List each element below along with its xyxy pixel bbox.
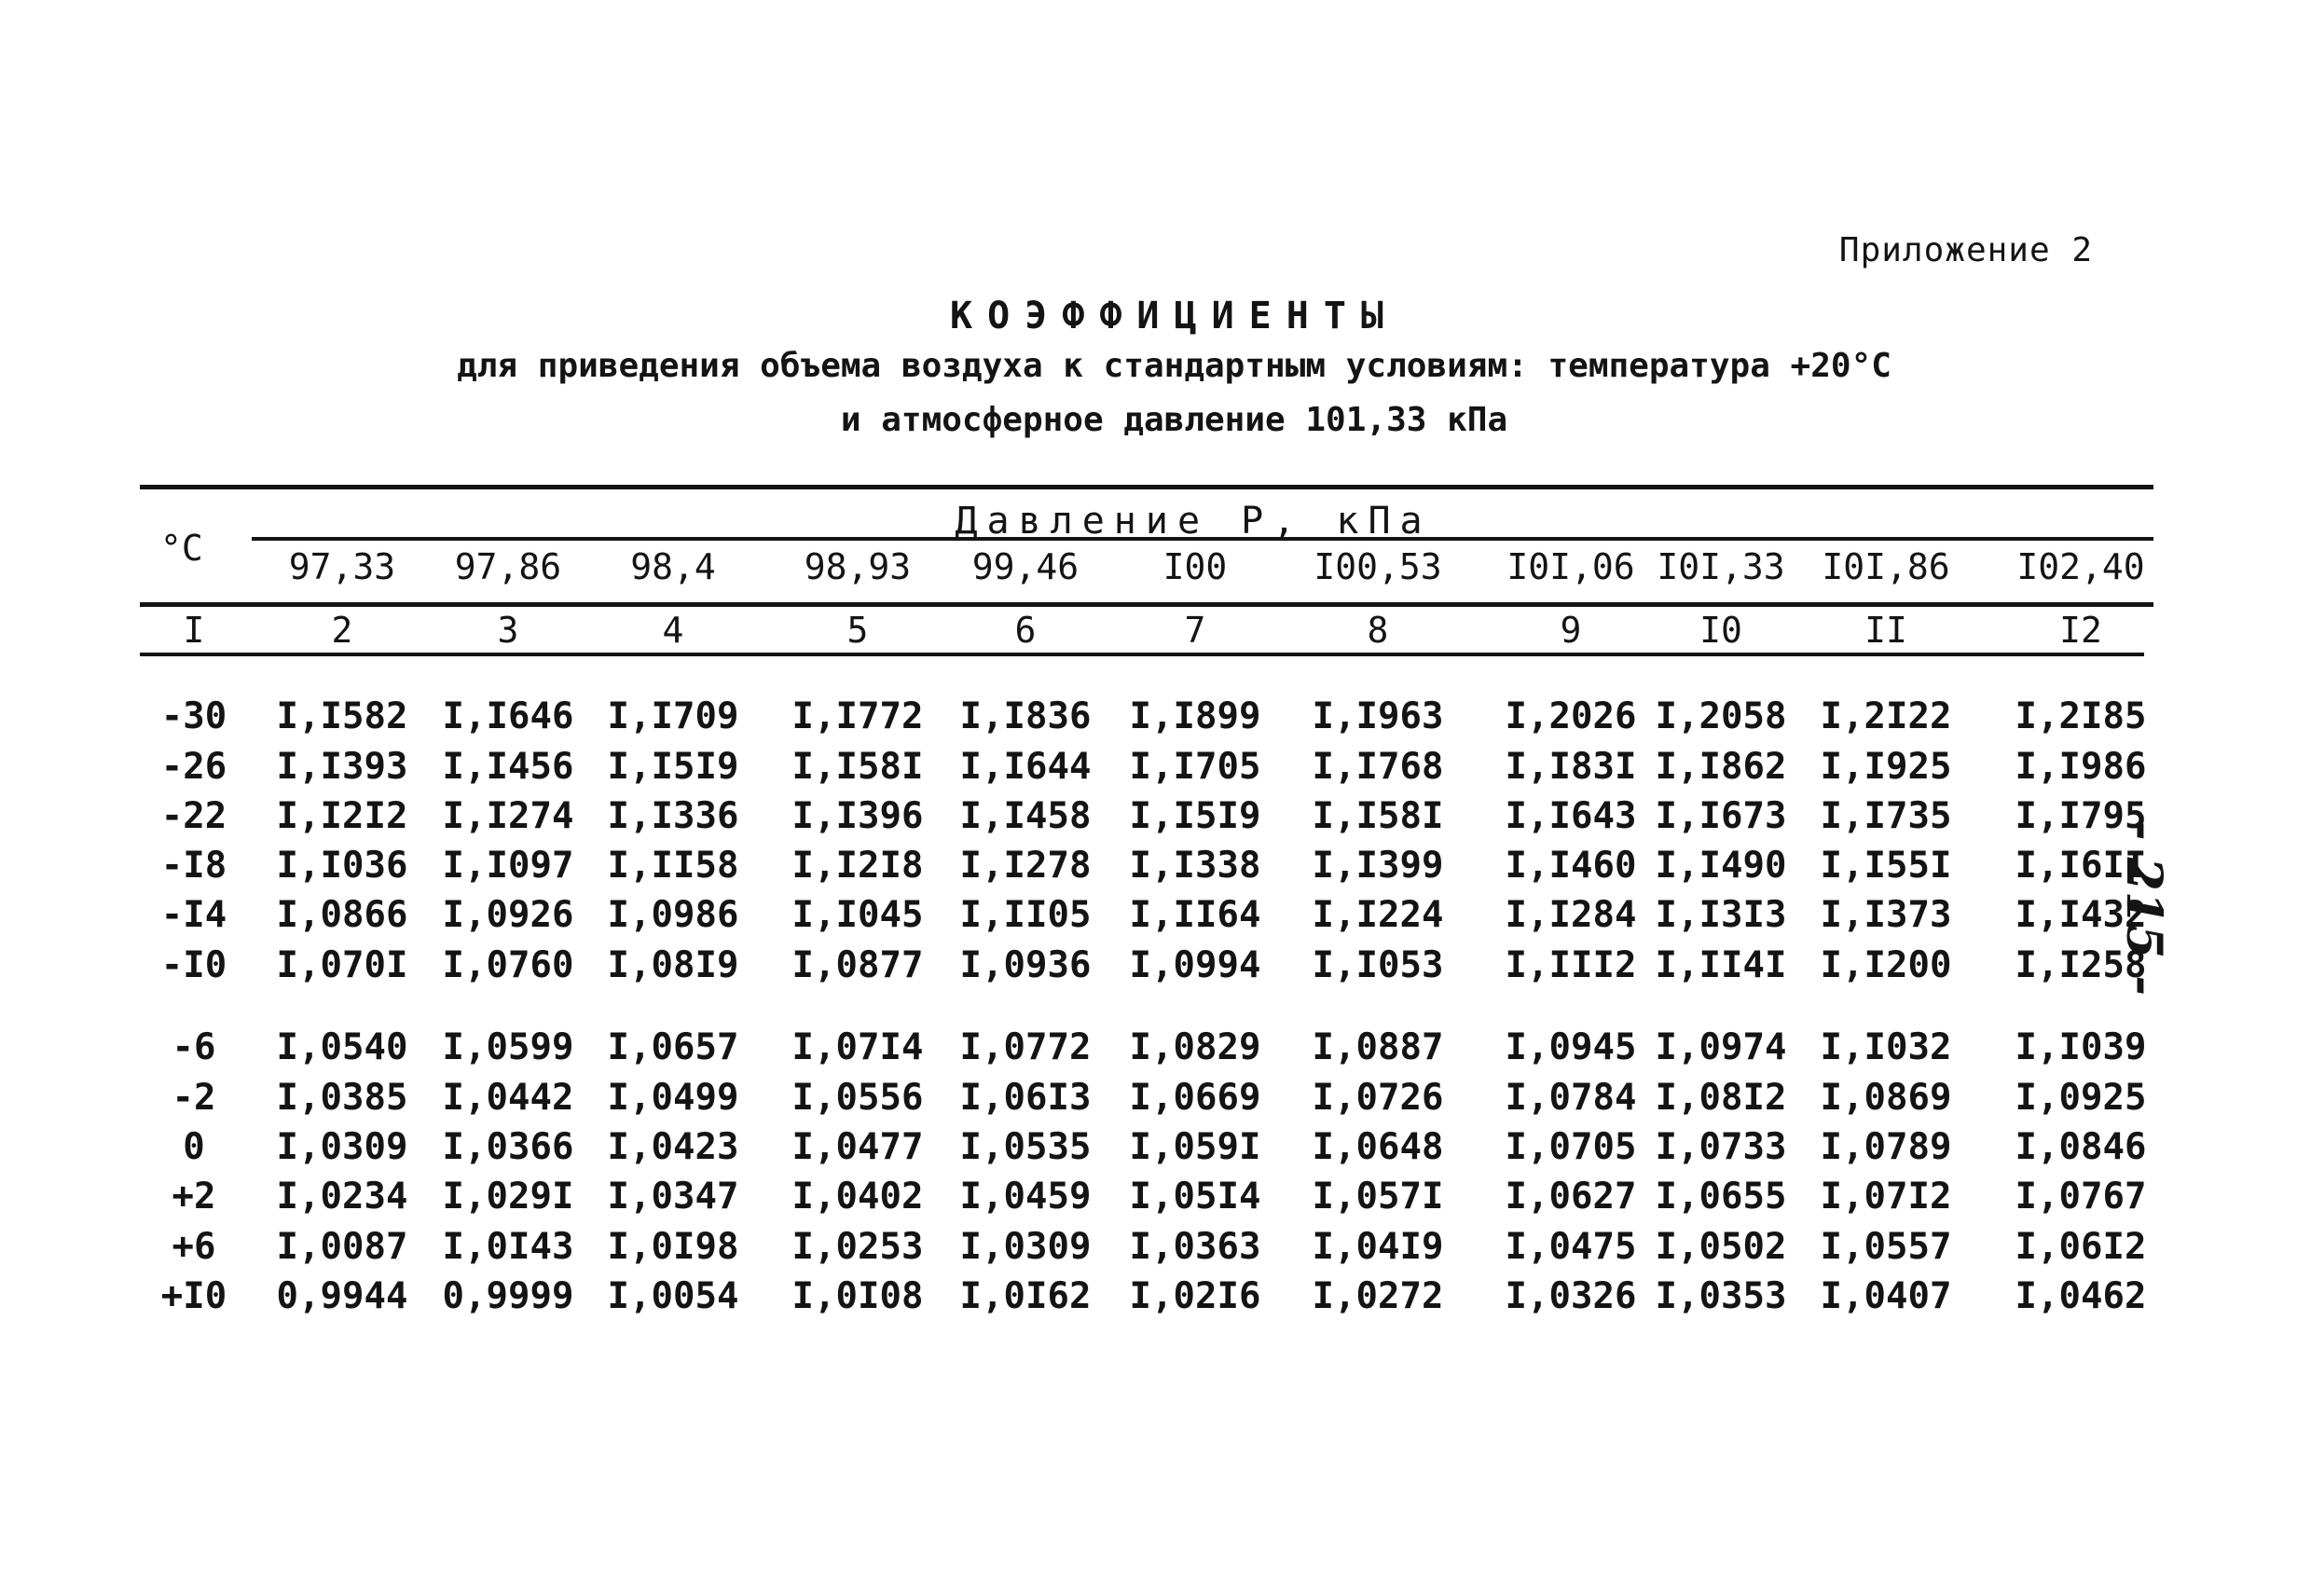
coefficient-cell: 0,9944 [276,1275,408,1317]
coefficient-cell: I,I490 [1655,845,1787,887]
coefficient-cell: I,0326 [1505,1275,1637,1317]
coefficient-cell: I,I772 [791,695,924,737]
table-top-rule [140,485,2153,489]
column-number-cell: 3 [497,610,519,651]
pressure-header-cell: I02,40 [2016,546,2145,587]
coefficient-cell: I,I045 [791,894,924,936]
coefficient-cell: I,2026 [1505,695,1637,737]
pressure-header-cell: 97,86 [454,546,562,587]
coefficient-cell: I,I58I [1312,795,1444,837]
coefficient-cell: I,02I6 [1129,1275,1261,1317]
coefficient-cell: I,I735 [1820,795,1952,837]
coefficient-cell: I,0054 [607,1275,739,1317]
coefficient-cell: I,0936 [959,944,1092,986]
pressure-header-cell: I0I,33 [1657,546,1785,587]
coefficient-cell: I,0502 [1655,1226,1787,1268]
pressure-header-cell: 98,93 [804,546,912,587]
coefficient-cell: I,0733 [1655,1126,1787,1168]
temperature-cell: 0 [183,1126,205,1168]
coefficient-cell: I,I458 [959,795,1092,837]
coefficient-cell: I,0784 [1505,1077,1637,1119]
temperature-cell: -I0 [160,944,227,986]
coefficient-cell: I,0767 [2015,1176,2147,1218]
coefficient-cell: I,0477 [791,1126,924,1168]
temperature-cell: -22 [160,795,227,837]
coefficient-cell: I,0994 [1129,944,1261,986]
coefficient-cell: I,0272 [1312,1275,1444,1317]
pressure-header-cell: I0I,86 [1822,546,1950,587]
column-number-cell: I0 [1699,610,1742,651]
coefficient-cell: I,I836 [959,695,1092,737]
coefficient-cell: I,0789 [1820,1126,1952,1168]
coefficient-cell: I,I2I2 [276,795,408,837]
column-numbers-rule [140,653,2144,656]
coefficient-cell: I,2I22 [1820,695,1952,737]
coefficient-cell: I,I373 [1820,894,1952,936]
coefficient-cell: I,0407 [1820,1275,1952,1317]
coefficient-cell: I,I925 [1820,746,1952,788]
coefficient-cell: I,0499 [607,1077,739,1119]
coefficient-cell: I,0363 [1129,1226,1261,1268]
temperature-cell: +6 [172,1226,216,1268]
coefficient-cell: I,0234 [276,1176,408,1218]
column-number-cell: 5 [846,610,869,651]
coefficient-cell: I,I460 [1505,845,1637,887]
coefficient-cell: I,05I4 [1129,1176,1261,1218]
coefficient-cell: I,0423 [607,1126,739,1168]
coefficient-cell: I,2058 [1655,695,1787,737]
coefficient-cell: I,I768 [1312,746,1444,788]
temperature-cell: +I0 [160,1275,227,1317]
coefficient-cell: I,I673 [1655,795,1787,837]
coefficient-cell: I,0557 [1820,1226,1952,1268]
coefficient-cell: I,I399 [1312,845,1444,887]
coefficient-cell: I,029I [442,1176,574,1218]
coefficient-cell: I,I705 [1129,746,1261,788]
coefficient-cell: 0,9999 [442,1275,574,1317]
coefficient-cell: I,0986 [607,894,739,936]
coefficient-cell: I,I55I [1820,845,1952,887]
coefficient-cell: I,0535 [959,1126,1092,1168]
pressure-header-cell: 97,33 [288,546,396,587]
coefficient-cell: I,I5I9 [607,746,739,788]
coefficient-cell: I,0I43 [442,1226,574,1268]
coefficient-cell: I,0353 [1655,1275,1787,1317]
appendix-label: Приложение 2 [1838,231,2093,269]
coefficient-cell: I,0366 [442,1126,574,1168]
coefficient-cell: I,059I [1129,1126,1261,1168]
pressure-header-cell: 98,4 [630,546,716,587]
coefficient-cell: I,I3I3 [1655,894,1787,936]
coefficient-cell: I,08I9 [607,944,739,986]
coefficient-cell: I,I646 [442,695,574,737]
column-number-cell: I2 [2059,610,2102,651]
coefficient-cell: I,I338 [1129,845,1261,887]
coefficient-cell: I,I795 [2015,795,2147,837]
coefficient-cell: I,I644 [959,746,1092,788]
pressure-header-cell: I00,53 [1314,546,1442,587]
coefficient-cell: I,06I3 [959,1077,1092,1119]
coefficient-cell: I,0309 [959,1226,1092,1268]
coefficient-cell: I,I582 [276,695,408,737]
pressure-header-cell: I0I,06 [1506,546,1635,587]
coefficient-cell: I,0829 [1129,1026,1261,1068]
coefficient-cell: I,II05 [959,894,1092,936]
coefficient-cell: I,I986 [2015,746,2147,788]
coefficient-cell: I,I2I8 [791,845,924,887]
coefficient-cell: I,I58I [791,746,924,788]
coefficient-cell: I,I224 [1312,894,1444,936]
coefficient-cell: I,0402 [791,1176,924,1218]
coefficient-cell: I,0462 [2015,1275,2147,1317]
coefficient-cell: I,07I2 [1820,1176,1952,1218]
coefficient-cell: I,I036 [276,845,408,887]
subtitle-line-1: для приведения объема воздуха к стандартным условиям: температура +20°C [457,347,1891,385]
coefficient-cell: I,II4I [1655,944,1787,986]
temperature-cell: -2 [172,1077,216,1119]
coefficient-cell: I,0599 [442,1026,574,1068]
coefficient-cell: I,I432 [2015,894,2147,936]
temperature-cell: -30 [160,695,227,737]
coefficient-cell: I,0705 [1505,1126,1637,1168]
coefficient-cell: I,II64 [1129,894,1261,936]
coefficient-cell: I,I862 [1655,746,1787,788]
coefficient-cell: I,I396 [791,795,924,837]
coefficient-cell: I,I5I9 [1129,795,1261,837]
coefficient-cell: I,070I [276,944,408,986]
coefficient-cell: I,I200 [1820,944,1952,986]
coefficient-cell: I,0669 [1129,1077,1261,1119]
coefficient-cell: I,I456 [442,746,574,788]
coefficient-cell: I,0385 [276,1077,408,1119]
temperature-cell: -26 [160,746,227,788]
coefficient-cell: I,0866 [276,894,408,936]
column-number-cell: 6 [1014,610,1037,651]
coefficient-cell: I,0772 [959,1026,1092,1068]
coefficient-cell: I,I709 [607,695,739,737]
column-number-cell: 4 [662,610,684,651]
coefficient-cell: I,I336 [607,795,739,837]
coefficient-cell: I,07I4 [791,1026,924,1068]
coefficient-cell: I,0556 [791,1077,924,1119]
coefficient-cell: I,0540 [276,1026,408,1068]
coefficient-cell: I,0459 [959,1176,1092,1218]
coefficient-cell: I,I053 [1312,944,1444,986]
page-number-handwritten: - 215 - [2115,820,2172,996]
coefficient-cell: I,I899 [1129,695,1261,737]
header-bottom-rule [140,602,2153,607]
pressure-caption: Давление Р, кПа [955,500,1432,543]
coefficient-cell: I,0726 [1312,1077,1444,1119]
temperature-cell: -6 [172,1026,216,1068]
coefficient-cell: I,0I62 [959,1275,1092,1317]
coefficient-cell: I,I278 [959,845,1092,887]
coefficient-cell: I,I032 [1820,1026,1952,1068]
coefficient-cell: I,0760 [442,944,574,986]
coefficient-cell: I,2I85 [2015,695,2147,737]
column-number-cell: 9 [1560,610,1582,651]
coefficient-cell: I,0087 [276,1226,408,1268]
coefficient-cell: I,0655 [1655,1176,1787,1218]
coefficient-cell: I,0475 [1505,1226,1637,1268]
temperature-unit-text: °C [160,528,203,569]
column-number-cell: I [183,610,205,651]
coefficient-cell: I,06I2 [2015,1226,2147,1268]
coefficient-cell: I,I6II [2015,845,2147,887]
page-title: КОЭФФИЦИЕНТЫ [950,295,1398,337]
temperature-cell: +2 [172,1176,216,1218]
coefficient-cell: I,0627 [1505,1176,1637,1218]
coefficient-cell: I,I284 [1505,894,1637,936]
coefficient-cell: I,0253 [791,1226,924,1268]
temperature-unit-label [160,528,203,569]
pressure-header-cell: I00 [1162,546,1228,587]
coefficient-cell: I,08I2 [1655,1077,1787,1119]
coefficient-cell: I,057I [1312,1176,1444,1218]
coefficient-cell: I,I393 [276,746,408,788]
pressure-header-cell: 99,46 [971,546,1080,587]
coefficient-cell: I,I039 [2015,1026,2147,1068]
coefficient-cell: I,0657 [607,1026,739,1068]
coefficient-cell: I,III2 [1505,944,1637,986]
coefficient-cell: I,0442 [442,1077,574,1119]
coefficient-cell: I,0945 [1505,1026,1637,1068]
coefficient-cell: I,I097 [442,845,574,887]
coefficient-cell: I,0846 [2015,1126,2147,1168]
coefficient-cell: I,I274 [442,795,574,837]
temperature-cell: -I8 [160,845,227,887]
coefficient-cell: I,0I98 [607,1226,739,1268]
coefficient-cell: I,0309 [276,1126,408,1168]
temperature-cell: -I4 [160,894,227,936]
coefficient-cell: I,0925 [2015,1077,2147,1119]
column-number-cell: 7 [1184,610,1206,651]
coefficient-cell: I,0926 [442,894,574,936]
coefficient-cell: I,II58 [607,845,739,887]
coefficient-cell: I,0648 [1312,1126,1444,1168]
coefficient-cell: I,0869 [1820,1077,1952,1119]
coefficient-cell: I,0887 [1312,1026,1444,1068]
coefficient-cell: I,I83I [1505,746,1637,788]
coefficient-cell: I,0877 [791,944,924,986]
coefficient-cell: I,I258 [2015,944,2147,986]
column-number-cell: 8 [1367,610,1389,651]
coefficient-cell: I,I963 [1312,695,1444,737]
coefficient-cell: I,04I9 [1312,1226,1444,1268]
column-number-cell: 2 [331,610,353,651]
subtitle-line-2: и атмосферное давление 101,33 кПа [840,401,1508,439]
coefficient-cell: I,I643 [1505,795,1637,837]
coefficient-cell: I,0974 [1655,1026,1787,1068]
column-number-cell: II [1864,610,1907,651]
coefficient-cell: I,0I08 [791,1275,924,1317]
coefficient-cell: I,0347 [607,1176,739,1218]
